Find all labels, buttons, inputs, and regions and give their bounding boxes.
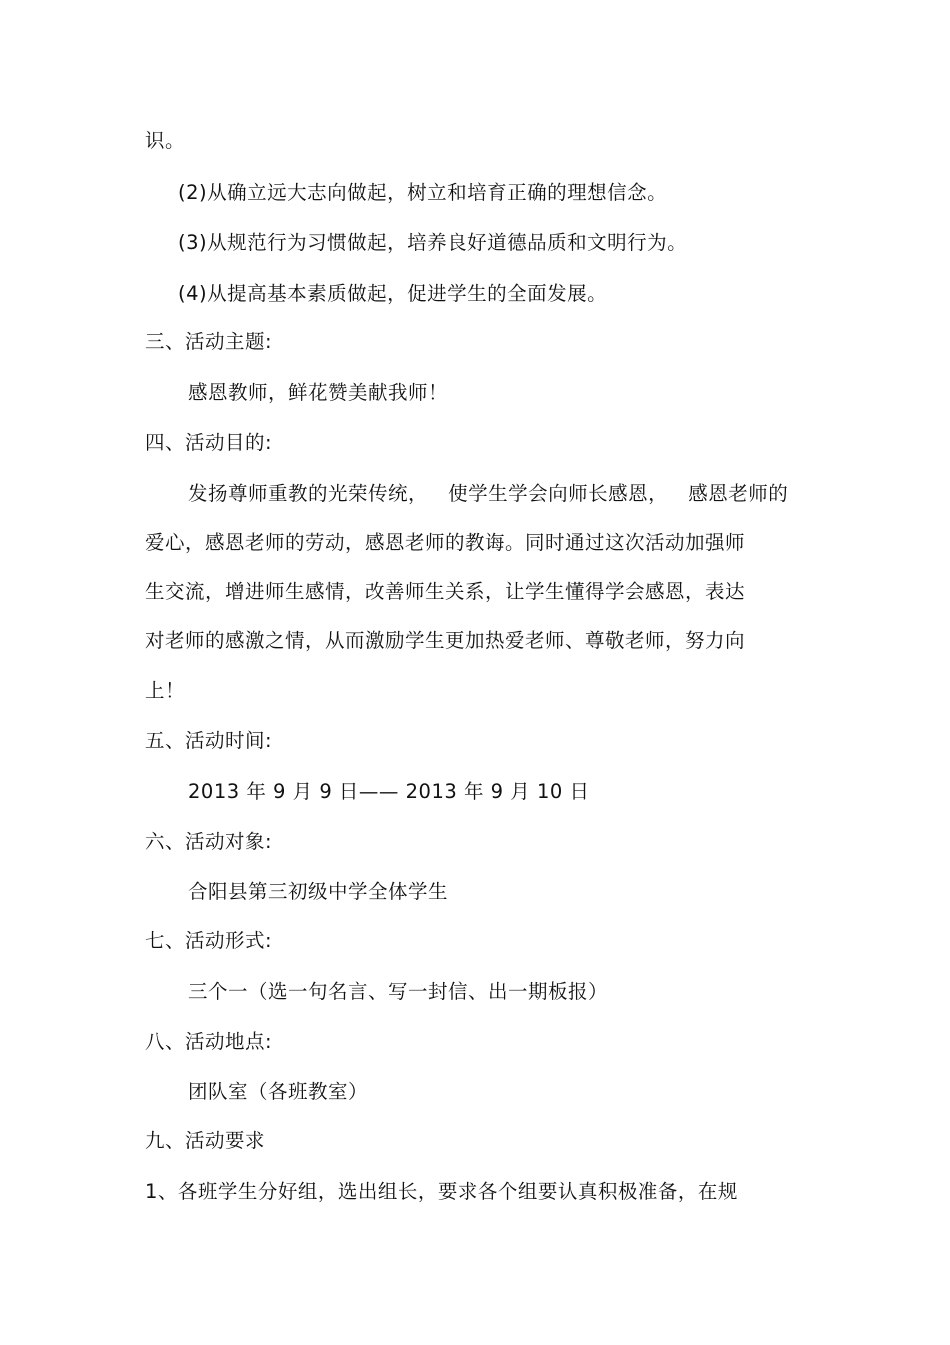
list-item-3: (3)从规范行为习惯做起，培养良好道德品质和文明行为。 [178, 231, 688, 254]
purpose-line-5: 上！ [145, 679, 186, 702]
purpose-line-3: 生交流，增进师生感情，改善师生关系，让学生懂得学会感恩，表达 [145, 580, 746, 603]
section-heading-time: 五、活动时间: [145, 729, 273, 752]
paragraph-continuation: 识。 [145, 129, 186, 152]
format-text: 三个一（选一句名言、写一封信、出一期板报） [188, 980, 609, 1003]
location-text: 团队室（各班教室） [188, 1080, 369, 1103]
section-heading-audience: 六、活动对象: [145, 830, 273, 853]
list-item-2: (2)从确立远大志向做起，树立和培育正确的理想信念。 [178, 181, 668, 204]
purpose-line-1: 发扬尊师重教的光荣传统， 使学生学会向师长感恩， 感恩老师的 [188, 482, 789, 505]
audience-text: 合阳县第三初级中学全体学生 [188, 880, 449, 903]
section-heading-purpose: 四、活动目的: [145, 431, 273, 454]
purpose-line-4: 对老师的感激之情，从而激励学生更加热爱老师、尊敬老师，努力向 [145, 629, 746, 652]
purpose-line-2: 爱心，感恩老师的劳动，感恩老师的教诲。同时通过这次活动加强师 [145, 531, 746, 554]
theme-text: 感恩教师，鲜花赞美献我师！ [188, 381, 449, 404]
section-heading-location: 八、活动地点: [145, 1030, 273, 1053]
section-heading-theme: 三、活动主题: [145, 330, 273, 353]
section-heading-requirements: 九、活动要求 [145, 1129, 266, 1152]
list-item-4: (4)从提高基本素质做起，促进学生的全面发展。 [178, 282, 608, 305]
requirement-item-1: 1、各班学生分好组，选出组长，要求各个组要认真积极准备，在规 [145, 1180, 738, 1203]
section-heading-format: 七、活动形式: [145, 929, 273, 952]
time-text: 2013 年 9 月 9 日—— 2013 年 9 月 10 日 [188, 780, 590, 803]
